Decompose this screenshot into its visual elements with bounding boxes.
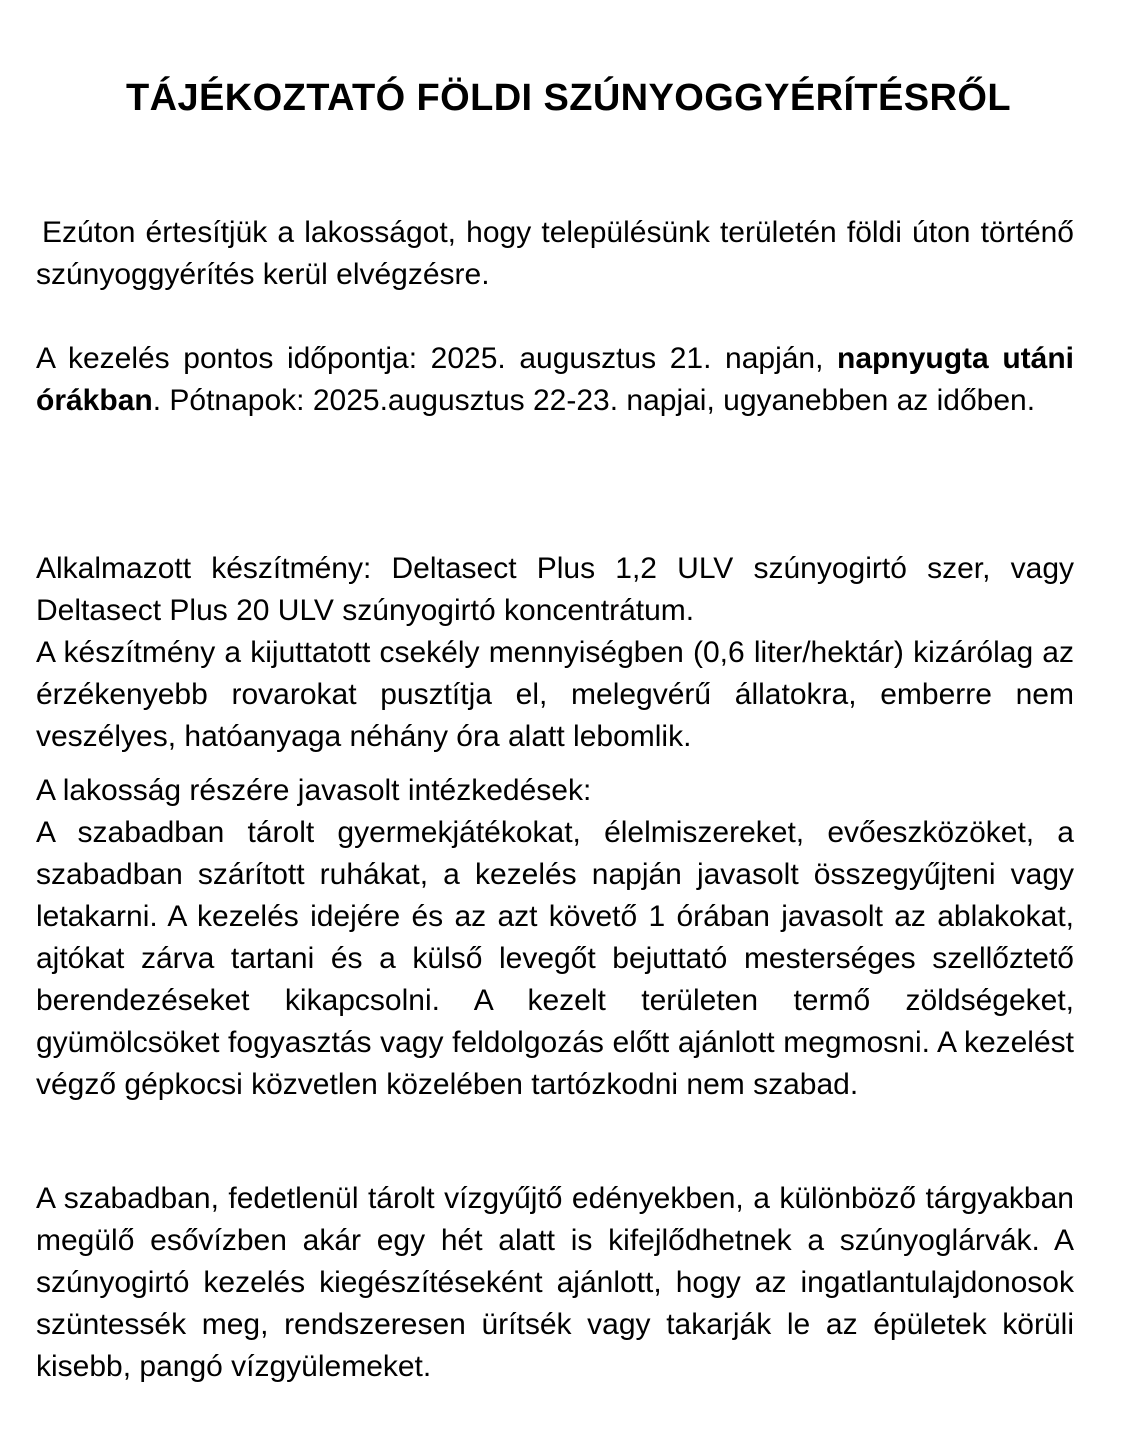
recommendations-body: A szabadban tárolt gyermekjátékokat, élelmiszereket, evőeszközöket, a szabadban szárított ruhákat, a kezelés napján javasolt összegyűjteni vagy letakarni. A kezelés idejére és az azt követő 1 órában javasolt az ablakokat, ajtókat zárva tartani és a külső levegőt bejuttató mesterséges szellőztető berendezéseket kikapcsolni. A kezelt területen termő zöldségeket, gyümölcsöket fogyasztás vagy feldolgozás előtt ajánlott megmosni. A kezelést végző gépkocsi közvetlen közelében tartózkodni nem szabad. bbox=[36, 816, 1074, 1101]
paragraph-product-safety: A készítmény a kijuttatott csekély mennyiségben (0,6 liter/hektár) kizárólag az érzékenyebb rovarokat pusztítja el, melegvérű állatokra, emberre nem veszélyes, hatóanyaga néhány óra alatt lebomlik. bbox=[36, 636, 1074, 753]
paragraph-product-used: Alkalmazott készítmény: Deltasect Plus 1,2 ULV szúnyogirtó szer, vagy Deltasect Plus 20 ULV szúnyogirtó koncentrátum. bbox=[36, 552, 1074, 627]
paragraph-notice: Ezúton értesítjük a lakosságot, hogy településünk területén földi úton történő szúnyoggyérítés kerül elvégzésre. bbox=[36, 216, 1074, 291]
section-recommendations bbox=[36, 770, 1074, 1106]
treatment-date-emphasis: napnyugta utáni órákban bbox=[36, 342, 1074, 417]
page-title: TÁJÉKOZTATÓ FÖLDI SZÚNYOGGYÉRÍTÉSRŐL bbox=[126, 77, 1011, 120]
recommendations-heading: A lakosság részére javasolt intézkedések: bbox=[36, 774, 592, 807]
paragraph-standing-water: A szabadban, fedetlenül tárolt vízgyűjtő edényekben, a különböző tárgyakban megülő esővízben akár egy hét alatt is kifejlődhetnek a szúnyoglárvák. A szúnyogirtó kezelés kiegészítéseként ajánlott, hogy az ingatlantulajdonosok szüntessék meg, rendszeresen ürítsék vagy takarják le az épületek körüli kisebb, pangó vízgyülemeket. bbox=[36, 1182, 1074, 1383]
treatment-date-text-trailing: . Pótnapok: 2025.augusztus 22-23. napjai, ugyanebben az időben. bbox=[152, 384, 1036, 417]
paragraph-treatment-date bbox=[36, 338, 1074, 422]
treatment-date-text-leading: A kezelés pontos időpontja: 2025. augusztus 21. napján, bbox=[36, 342, 838, 375]
